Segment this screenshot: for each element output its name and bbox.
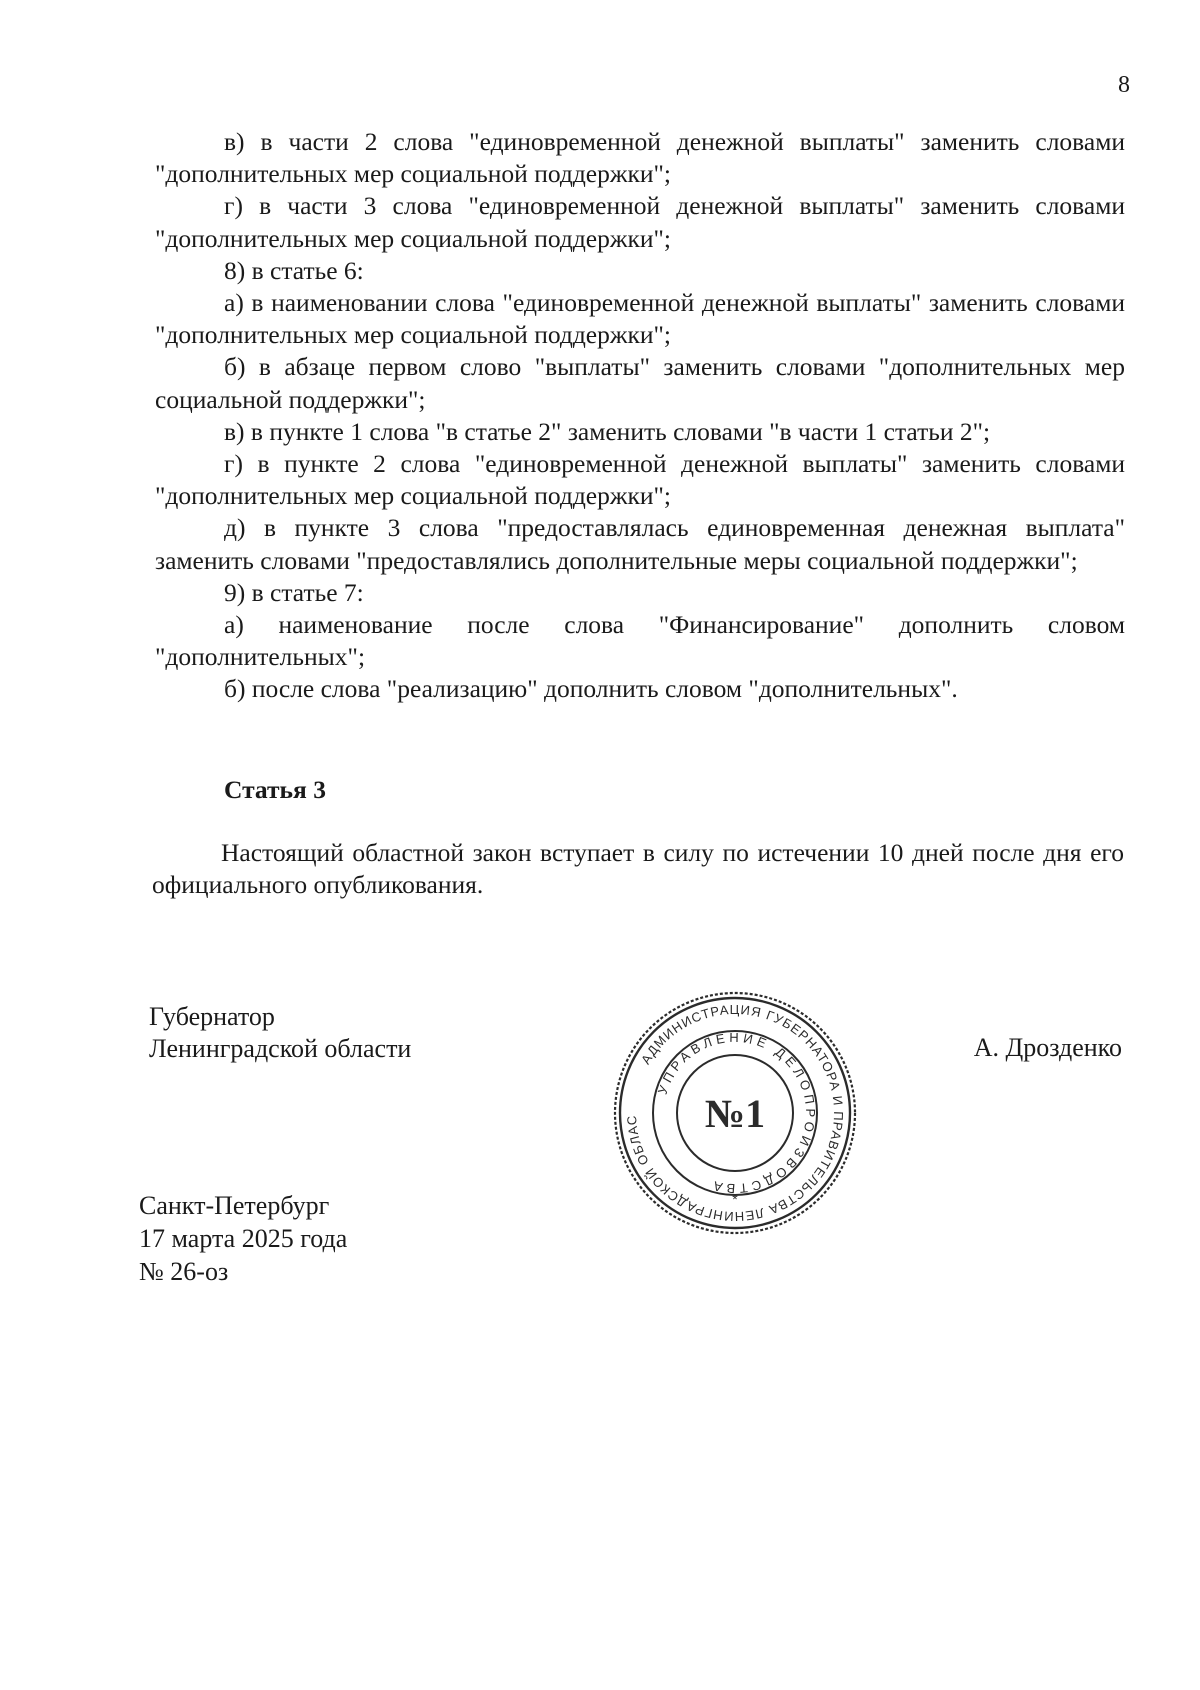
amendments-text [155,126,1125,706]
paragraph-item-9: 9) в статье 7: [224,577,364,607]
seal-icon [612,990,858,1236]
law-number: № 26-оз [139,1257,229,1286]
paragraph-b-realization: б) после слова "реализацию" дополнить словом "дополнительных". [224,674,958,704]
seal-inner-text: УПРАВЛЕНИЕ ДЕЛОПРОИЗВОДСТВА [654,1029,819,1197]
paragraph-a-name: а) в наименовании слова "единовременной денежной выплаты" заменить словами "дополнительных мер социальной поддержки"; [155,288,1125,350]
paragraph-item-8: 8) в статье 6: [224,255,364,285]
paragraph-b-first-abzats: б) в абзаце первом слово "выплаты" заменить словами "дополнительных мер социальной поддержки"; [155,352,1125,414]
place-date-block [139,1189,347,1288]
seal-outer-text: АДМИНИСТРАЦИЯ ГУБЕРНАТОРА И ПРАВИТЕЛЬСТВА ЛЕНИНГРАДСКОЙ ОБЛАС [623,1001,847,1225]
page-number: 8 [1118,72,1130,98]
paragraph-g-punkt2: г) в пункте 2 слова "единовременной денежной выплаты" заменить словами "дополнительных мер социальной поддержки"; [155,449,1125,511]
seal-star: * [732,1191,738,1207]
article-heading: Статья 3 [224,775,326,804]
closing-paragraph: Настоящий областной закон вступает в силу по истечении 10 дней после дня его официального опубликования. [152,838,1124,900]
signature-position-line1: Губернатор [149,1002,275,1031]
signature-position [149,1001,411,1065]
city: Санкт-Петербург [139,1191,330,1220]
paragraph-v-part2: в) в части 2 слова "единовременной денежной выплаты" заменить словами "дополнительных мер социальной поддержки"; [155,127,1125,189]
date: 17 марта 2025 года [139,1224,348,1253]
paragraph-d-punkt3: д) в пункте 3 слова "предоставлялась единовременная денежная выплата" заменить словами "предоставлялись дополнительные меры социальной поддержки"; [155,513,1125,575]
closing-text [152,837,1124,901]
signature-position-line2: Ленинградской области [149,1034,412,1063]
seal-center-number: №1 [704,1091,766,1136]
paragraph-g-part3: г) в части 3 слова "единовременной денежной выплаты" заменить словами "дополнительных мер социальной поддержки"; [155,191,1125,253]
signature-name: А. Дрозденко [973,1033,1122,1062]
paragraph-a-financing: а) наименование после слова "Финансирование" дополнить словом "дополнительных"; [155,610,1125,672]
paragraph-v-punkt1: в) в пункте 1 слова "в статье 2" заменить словами "в части 1 статьи 2"; [224,416,991,446]
official-seal [612,990,858,1236]
